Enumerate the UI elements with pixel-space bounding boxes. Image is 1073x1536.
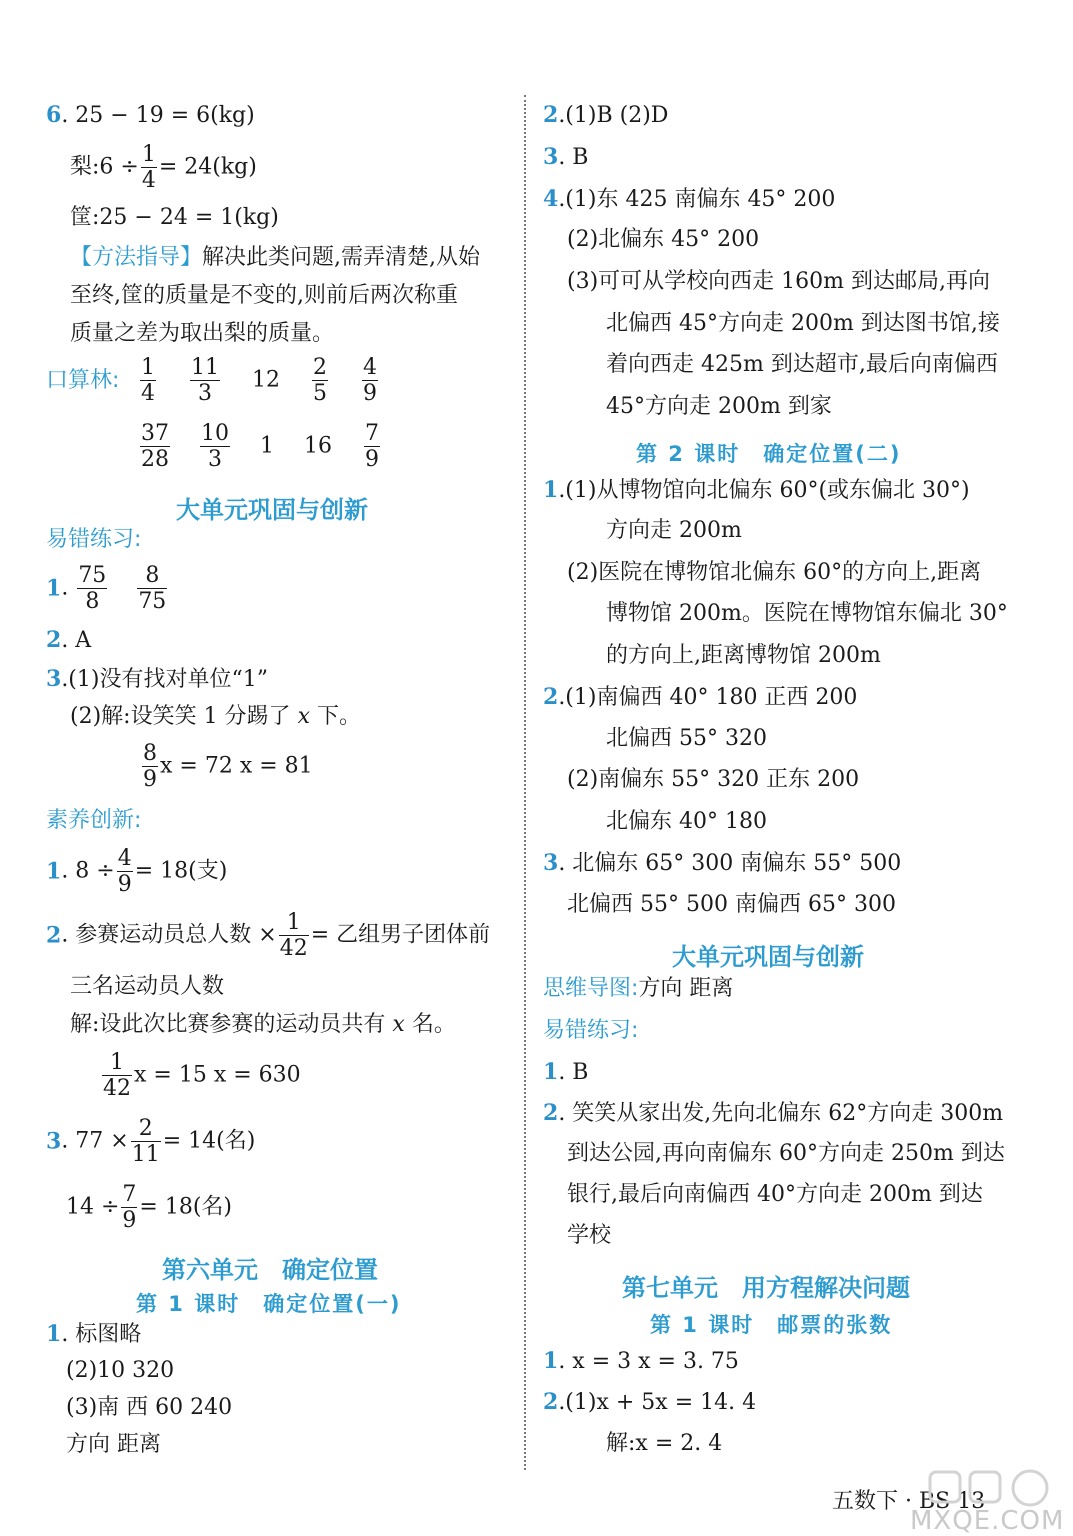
fraction: $\frac{1}{4}$	[141, 142, 156, 193]
r-yicuo-q2-line4: 学校	[567, 1223, 612, 1248]
l2-q2-line1: 2.(1)南偏西 40° 180 正西 200	[543, 684, 858, 710]
l2-q1-line3: (2)医院在博物馆北偏东 60°的方向上,距离	[567, 560, 982, 585]
r-q4-line1: 4.(1)东 425 南偏东 45° 200	[543, 186, 836, 212]
lesson1-title: 第 1 课时 确定位置(一)	[136, 1292, 402, 1316]
page-footer: 五数下 · BS 13	[832, 1489, 986, 1514]
unit7-title: 第七单元 用方程解决问题	[622, 1274, 910, 1302]
r-unit-consolidation-title: 大单元巩固与创新	[672, 943, 864, 971]
l1-line3: (3)南 西 60 240	[66, 1395, 233, 1420]
column-divider	[524, 95, 526, 1470]
l2-q2-line4: 北偏东 40° 180	[606, 809, 767, 834]
r-yicuo-q1: 1. B	[543, 1059, 589, 1085]
suyang-q2-line3: 解:设此次比赛参赛的运动员共有 x 名。	[70, 1012, 456, 1037]
method-line1: 【方法指导】解决此类问题,需弄清楚,从始	[70, 245, 481, 270]
r-q4-line2: (2)北偏东 45° 200	[567, 227, 760, 252]
q6-basket: 筐:25 − 24 = 1(kg)	[70, 205, 279, 230]
r-q4-line4: 北偏西 45°方向走 200m 到达图书馆,接	[606, 311, 1000, 336]
unit-consolidation-title: 大单元巩固与创新	[176, 496, 368, 524]
suyang-q1: 1. 8 ÷ $\frac{4}{9}$ = 18(支)	[46, 846, 228, 897]
r-yicuo-q2-line3: 银行,最后向南偏西 40°方向走 200m 到达	[567, 1182, 983, 1207]
method-line2: 至终,筐的质量是不变的,则前后两次称重	[70, 283, 458, 308]
method-label: 【方法指导】	[70, 245, 203, 270]
u7-q2-line1: 2.(1)x + 5x = 14. 4	[543, 1389, 757, 1415]
suyang-label: 素养创新:	[46, 808, 142, 833]
u7-q1: 1. x = 3 x = 3. 75	[543, 1348, 739, 1374]
l2-q1-line4: 博物馆 200m。医院在博物馆东偏北 30°	[606, 601, 1008, 626]
suyang-q3-line2: 14 ÷ $\frac{7}{9}$ = 18(名)	[66, 1182, 233, 1233]
lesson2-title: 第 2 课时 确定位置(二)	[636, 442, 902, 466]
l2-q1-line5: 的方向上,距离博物馆 200m	[606, 643, 881, 668]
r-yicuo-q2-line2: 到达公园,再向南偏东 60°方向走 250m 到达	[567, 1141, 1005, 1166]
r-q4-line6: 45°方向走 200m 到家	[606, 394, 832, 419]
l2-q3-line1: 3. 北偏东 65° 300 南偏东 55° 500	[543, 850, 902, 876]
r-q4-line5: 着向西走 425m 到达超市,最后向南偏西	[606, 352, 998, 377]
l1-line2: (2)10 320	[66, 1358, 175, 1383]
q6-pear: 梨:6 ÷ $\frac{1}{4}$ = 24(kg)	[70, 142, 257, 193]
l2-q2-line3: (2)南偏东 55° 320 正东 200	[567, 767, 860, 792]
kousuan-row1: $\frac{1}{4}$ $\frac{11}{3}$ 12 $\frac{2}{5}$ $\frac{4}{9}$	[141, 355, 377, 406]
suyang-q2-line1: 2. 参赛运动员总人数 × $\frac{1}{42}$ = 乙组男子团体前	[46, 910, 491, 961]
r-q4-line3: (3)可可从学校向西走 160m 到达邮局,再向	[567, 269, 990, 294]
yicuo-q3-line1: 3.(1)没有找对单位“1”	[46, 666, 268, 692]
suyang-q2-eq: $\frac{1}{42}$ x = 15 x = 630	[103, 1050, 301, 1101]
l1-line4: 方向 距离	[66, 1432, 161, 1457]
yicuo-q2: 2. A	[46, 627, 92, 653]
u7-q2-line2: 解:x = 2. 4	[606, 1431, 723, 1456]
l2-q3-line2: 北偏西 55° 500 南偏西 65° 300	[567, 892, 896, 917]
suyang-q3-line1: 3. 77 × $\frac{2}{11}$ = 14(名)	[46, 1116, 256, 1167]
l2-q2-line2: 北偏西 55° 320	[606, 726, 767, 751]
watermark-text: MXQE.COM	[910, 1506, 1065, 1536]
lesson3-title: 第 1 课时 邮票的张数	[650, 1313, 893, 1337]
suyang-q2-line2: 三名运动员人数	[70, 974, 225, 999]
l1-q1: 1. 标图略	[46, 1321, 142, 1347]
method-line3: 质量之差为取出梨的质量。	[70, 321, 335, 346]
l2-q1-line1: 1.(1)从博物馆向北偏东 60°(或东偏北 30°)	[543, 477, 970, 503]
r-yicuo-q2-line1: 2. 笑笑从家出发,先向北偏东 62°方向走 300m	[543, 1100, 1004, 1126]
mindmap-line: 思维导图:方向 距离	[543, 976, 734, 1001]
r-q2: 2.(1)B (2)D	[543, 102, 669, 128]
r-yicuo-label: 易错练习:	[543, 1018, 639, 1043]
unit6-title: 第六单元 确定位置	[162, 1256, 378, 1284]
r-q3: 3. B	[543, 144, 589, 170]
yicuo-label: 易错练习:	[46, 527, 142, 552]
l2-q1-line2: 方向走 200m	[606, 518, 742, 543]
kousuan-label: 口算林:	[46, 368, 120, 393]
kousuan-row2: $\frac{37}{28}$ $\frac{10}{3}$ 1 16 $\frac{7}{9}$	[141, 421, 379, 472]
q6-line1: 6. 25 − 19 = 6(kg)	[46, 102, 255, 128]
yicuo-q3-line2: (2)解:设笑笑 1 分踢了 x 下。	[70, 704, 361, 729]
yicuo-q1: 1. $\frac{75}{8}$ $\frac{8}{75}$	[46, 563, 167, 614]
yicuo-q3-eq: $\frac{8}{9}$ x = 72 x = 81	[143, 741, 313, 792]
